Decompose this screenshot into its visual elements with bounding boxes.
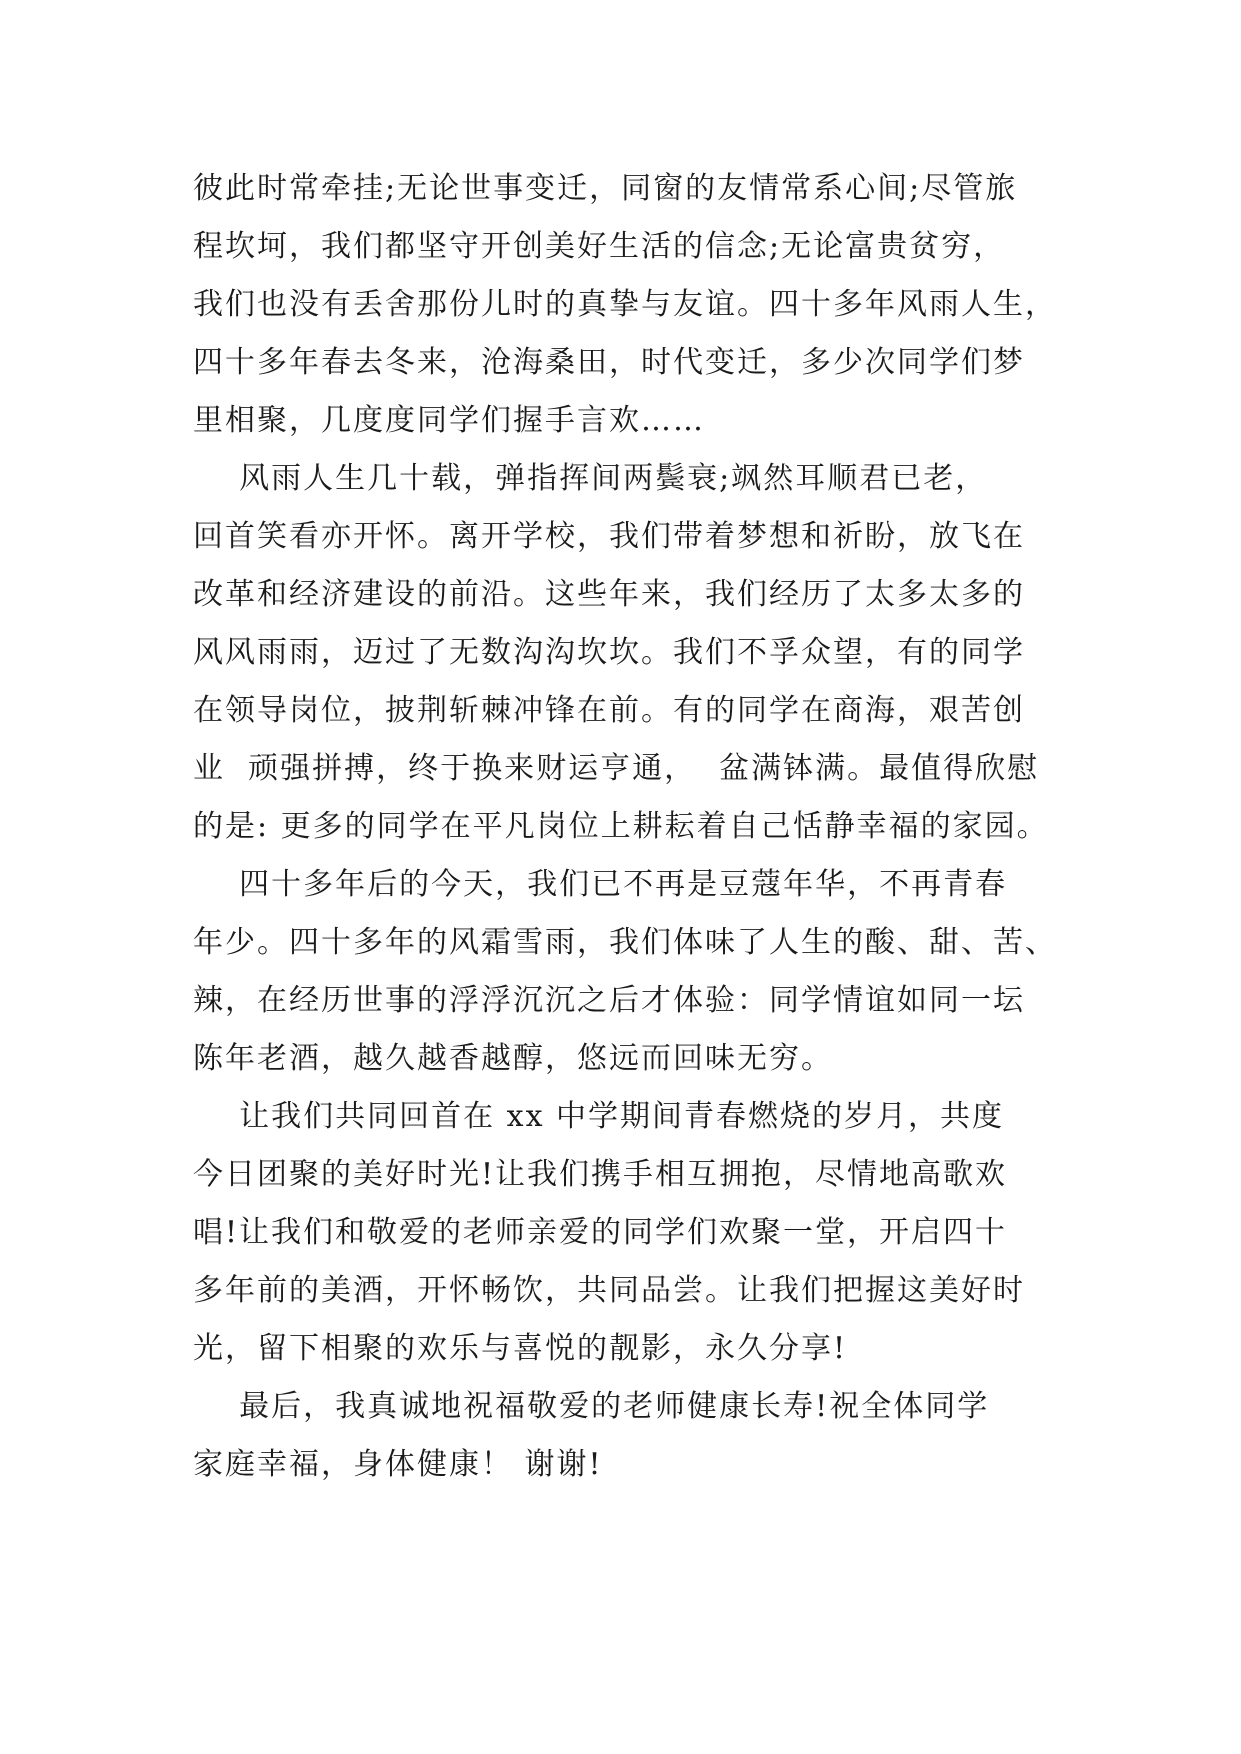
text-line: 程坎坷，我们都坚守开创美好生活的信念;无论富贵贫穷， bbox=[193, 229, 1006, 264]
text-line: 辣，在经历世事的浮浮沉沉之后才体验：同学情谊如同一坛 bbox=[193, 983, 1025, 1018]
text-line: 里相聚，几度度同学们握手言欢…… bbox=[193, 403, 705, 438]
text-line: 彼此时常牵挂;无论世事变迁，同窗的友情常系心间;尽管旅 bbox=[193, 171, 1018, 206]
text-line: 家庭幸福，身体健康！ 谢谢! bbox=[193, 1447, 603, 1482]
text-line: 唱!让我们和敬爱的老师亲爱的同学们欢聚一堂，开启四十 bbox=[193, 1215, 1008, 1250]
text-line: 陈年老酒，越久越香越醇，悠远而回味无穷。 bbox=[193, 1041, 833, 1076]
text-line: 年少。四十多年的风霜雪雨，我们体味了人生的酸、甜、苦、 bbox=[193, 925, 1057, 960]
text-line: 四十多年后的今天，我们已不再是豆蔻年华，不再青春 bbox=[193, 867, 1008, 902]
text-line: 在领导岗位，披荆斩棘冲锋在前。有的同学在商海，艰苦创 bbox=[193, 693, 1025, 728]
text-line: 光，留下相聚的欢乐与喜悦的靓影，永久分享! bbox=[193, 1331, 848, 1366]
text-line: 让我们共同回首在 xx 中学期间青春燃烧的岁月，共度 bbox=[193, 1099, 1005, 1134]
text-line: 业 顽强拼搏，终于换来财运亨通， 盆满钵满。最值得欣慰 bbox=[193, 751, 1040, 786]
text-line: 我们也没有丢舍那份儿时的真挚与友谊。四十多年风雨人生， bbox=[193, 287, 1057, 322]
text-line: 的是: 更多的同学在平凡岗位上耕耘着自己恬静幸福的家园。 bbox=[193, 809, 1049, 844]
text-line: 回首笑看亦开怀。离开学校，我们带着梦想和祈盼，放飞在 bbox=[193, 519, 1025, 554]
text-line: 四十多年春去冬来，沧海桑田，时代变迁，多少次同学们梦 bbox=[193, 345, 1025, 380]
body-text bbox=[193, 160, 1093, 1494]
text-line: 风风雨雨，迈过了无数沟沟坎坎。我们不孚众望，有的同学 bbox=[193, 635, 1025, 670]
text-line: 多年前的美酒，开怀畅饮，共同品尝。让我们把握这美好时 bbox=[193, 1273, 1025, 1308]
text-line: 改革和经济建设的前沿。这些年来，我们经历了太多太多的 bbox=[193, 577, 1025, 612]
text-line: 最后，我真诚地祝福敬爱的老师健康长寿!祝全体同学 bbox=[193, 1389, 990, 1424]
text-line: 风雨人生几十载，弹指挥间两鬓衰;飒然耳顺君已老， bbox=[193, 461, 988, 496]
text-line: 今日团聚的美好时光!让我们携手相互拥抱，尽情地高歌欢 bbox=[193, 1157, 1008, 1192]
